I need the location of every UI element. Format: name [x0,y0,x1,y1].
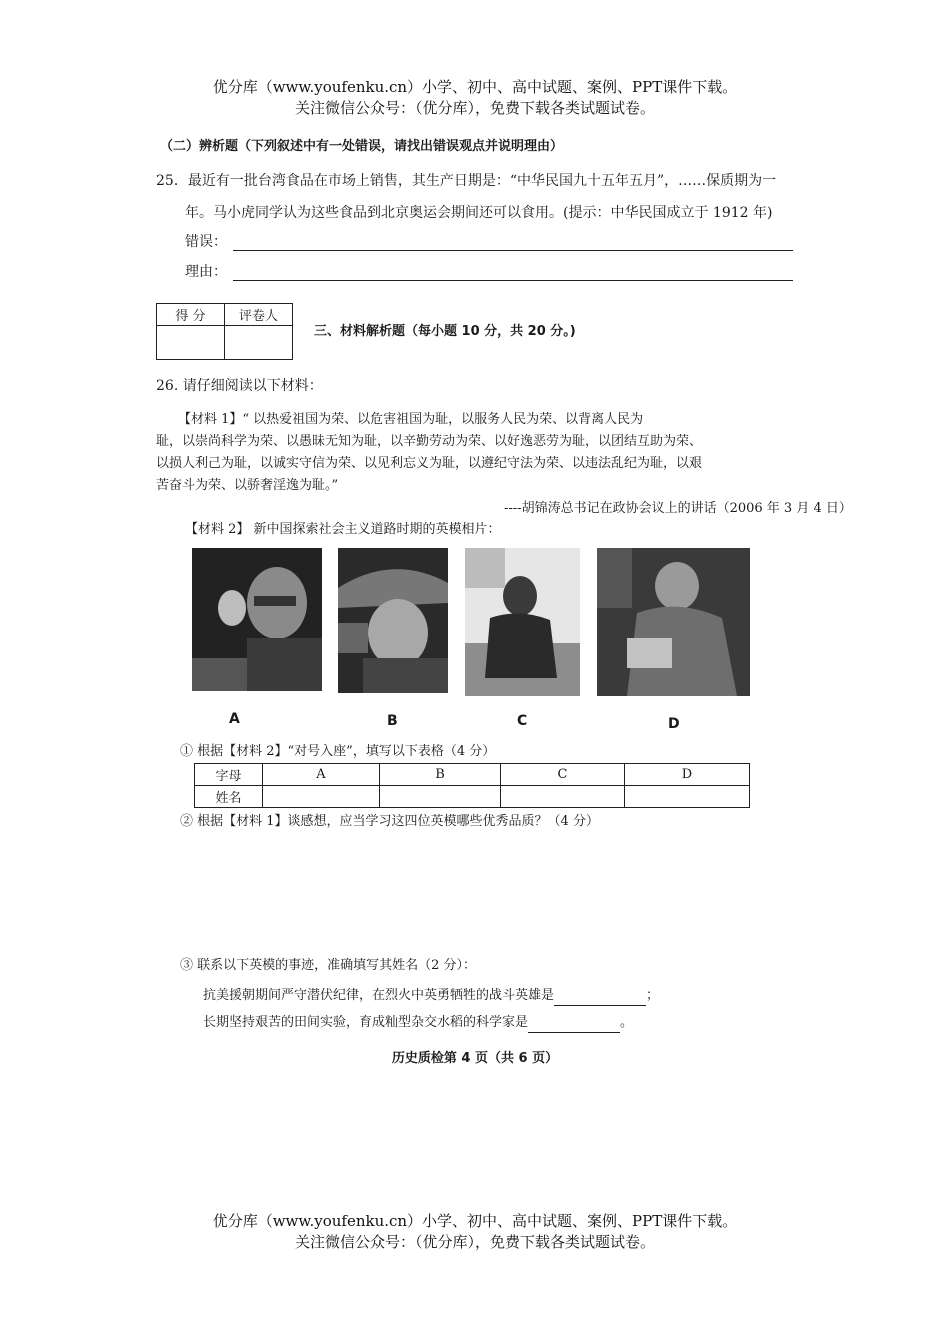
q25-line2: 年。马小虎同学认为这些食品到北京奥运会期间还可以食用。(提示：中华民国成立于 1912 年) [185,205,773,221]
table-col-d: D [625,764,750,786]
sub-question-3a [203,986,659,1006]
score-cell[interactable] [157,326,225,360]
page-number: 历史质检第 4 页（共 6 页） [391,1051,559,1066]
table-header-letter: 字母 [195,764,263,786]
hero-name-blank[interactable] [554,991,646,1006]
hero-photo-d [597,548,750,696]
hero-photo-a [192,548,322,691]
name-cell-a[interactable] [263,786,380,808]
sub-question-3a-text: 抗美援朝期间严守潜伏纪律，在烈火中英勇牺牲的战斗英雄是 [203,988,555,1003]
site-footer-line1: 优分库（www.youfenku.cn）小学、初中、高中试题、案例、PPT课件下载。 [212,1212,738,1230]
sub-question-3b-text: 长期坚持艰苦的田间实验，育成籼型杂交水稻的科学家是 [203,1015,529,1030]
hero-photo-b [338,548,448,693]
name-cell-b[interactable] [380,786,501,808]
table-header-name: 姓名 [195,786,263,808]
photo-d-image [597,548,750,696]
material1-line1: 【材料 1】“ 以热爱祖国为荣、以危害祖国为耻，以服务人民为荣、以背离人民为 [178,412,644,427]
section3-title: 三、材料解析题（每小题 10 分，共 20 分。) [314,324,576,339]
grader-header: 评卷人 [225,304,293,326]
reason-label: 理由： [185,264,227,280]
q25-line1: 25．最近有一批台湾食品在市场上销售，其生产日期是：“中华民国九十五年五月”，……保质期为一 [156,173,777,189]
hero-photo-c [465,548,580,696]
error-answer-line[interactable] [233,250,793,251]
photo-caption-c: C [517,713,528,729]
material1-line4: 苦奋斗为荣、以骄奢淫逸为耻。” [156,478,339,493]
name-cell-c[interactable] [501,786,625,808]
site-footer-line2: 关注微信公众号：（优分库），免费下载各类试题试卷。 [294,1233,655,1251]
sub-question-3: ③ 联系以下英模的事迹，准确填写其姓名（2 分）： [180,958,477,973]
photo-caption-a: A [229,711,240,727]
sub-question-3b [203,1013,633,1033]
matching-table [194,763,750,808]
site-header-line2: 关注微信公众号：（优分库），免费下载各类试题试卷。 [294,99,655,117]
material1-source: ----胡锦涛总书记在政协会议上的讲话（2006 年 3 月 4 日） [504,501,852,516]
error-label: 错误： [185,234,227,250]
material1-line2: 耻，以崇尚科学为荣、以愚昧无知为耻，以辛勤劳动为荣、以好逸恶劳为耻，以团结互助为荣、 [156,434,703,449]
table-col-c: C [501,764,625,786]
section2-title: （二）辨析题（下列叙述中有一处错误，请找出错误观点并说明理由） [160,139,564,154]
reason-answer-line[interactable] [233,280,793,281]
photo-caption-d: D [668,716,680,732]
sub-question-2-answer-area[interactable] [190,840,750,940]
material2-title: 【材料 2】 新中国探索社会主义道路时期的英模相片： [185,522,501,537]
name-cell-d[interactable] [625,786,750,808]
scientist-name-blank[interactable] [528,1018,620,1033]
grader-cell[interactable] [225,326,293,360]
sub-question-2: ② 根据【材料 1】谈感想，应当学习这四位英模哪些优秀品质？（4 分） [180,814,599,829]
table-col-b: B [380,764,501,786]
photo-caption-b: B [387,713,398,729]
q26-intro: 26. 请仔细阅读以下材料： [156,378,323,394]
photo-b-image [338,548,448,693]
table-col-a: A [263,764,380,786]
sub-question-3a-end: ； [646,988,660,1003]
photo-c-image [465,548,580,696]
sub-question-1: ① 根据【材料 2】“对号入座”，填写以下表格（4 分） [180,744,496,759]
site-header-line1: 优分库（www.youfenku.cn）小学、初中、高中试题、案例、PPT课件下载。 [212,78,738,96]
score-header: 得 分 [157,304,225,326]
sub-question-3b-end: 。 [620,1015,634,1030]
material1-line3: 以损人利己为耻，以诚实守信为荣、以见利忘义为耻，以遵纪守法为荣、以违法乱纪为耻，以艰 [156,456,703,471]
photo-a-image [192,548,322,691]
score-box [156,303,293,360]
